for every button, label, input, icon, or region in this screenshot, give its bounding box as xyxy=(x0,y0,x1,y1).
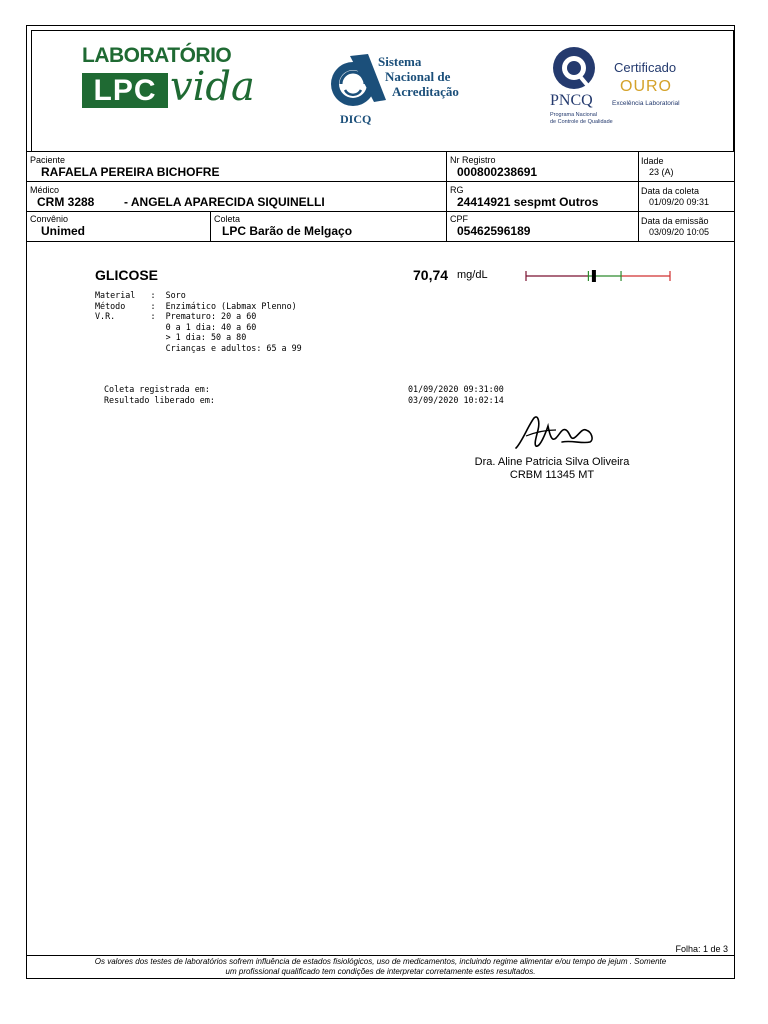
exam-unit: mg/dL xyxy=(457,269,488,281)
exam-detail-line: > 1 dia: 50 a 80 xyxy=(95,332,247,343)
cert-line2: OURO xyxy=(620,78,672,95)
exam-detail-line: V.R. : Prematuro: 20 a 60 xyxy=(95,311,257,322)
coleta-registrada-value: 01/09/2020 09:31:00 xyxy=(408,384,504,394)
signature-name: Dra. Aline Patricia Silva Oliveira xyxy=(474,456,630,468)
rg-label: RG xyxy=(450,185,464,195)
exam-detail-line: Crianças e adultos: 65 a 99 xyxy=(95,342,302,353)
signature-crbm: CRBM 11345 MT xyxy=(509,469,595,481)
idade-value: 23 (A) xyxy=(649,167,674,177)
range-value-marker xyxy=(592,270,596,282)
lab-logo-lpc: LPC xyxy=(82,73,168,108)
page-number: Folha: 1 de 3 xyxy=(675,944,728,954)
coleta-registrada-label: Coleta registrada em: xyxy=(104,384,210,394)
cpf-label: CPF xyxy=(450,214,468,224)
cert-line3: Excelência Laboratorial xyxy=(612,100,680,107)
crm-value: CRM 3288 xyxy=(37,195,95,209)
rg-value: 24414921 sespmt Outros xyxy=(457,195,599,209)
coleta-label: Coleta xyxy=(214,214,241,224)
pncq-sub2: de Controle de Qualidade xyxy=(550,119,613,125)
exam-detail-line: Método : Enzimático (Labmax Plenno) xyxy=(95,300,297,311)
dicq-line2: Nacional de xyxy=(385,69,451,84)
exam-detail-line: Material : Soro xyxy=(95,290,186,300)
registro-label: Nr Registro xyxy=(450,155,496,165)
exam-value: 70,74 xyxy=(413,267,449,283)
dicq-line3: Acreditação xyxy=(392,84,459,99)
paciente-value: RAFAELA PEREIRA BICHOFRE xyxy=(41,165,220,179)
registro-value: 000800238691 xyxy=(457,165,538,179)
footer-divider xyxy=(26,955,735,956)
data-coleta-label: Data da coleta xyxy=(641,186,700,196)
pncq-sub1: Programa Nacional xyxy=(550,112,598,118)
data-emissao-label: Data da emissão xyxy=(641,216,709,226)
cpf-value: 05462596189 xyxy=(457,224,531,238)
medico-value: - ANGELA APARECIDA SIQUINELLI xyxy=(124,195,325,209)
pncq-abbr: PNCQ xyxy=(550,92,593,109)
exam-details xyxy=(95,290,302,354)
signature-image xyxy=(512,412,602,454)
paciente-label: Paciente xyxy=(30,155,66,165)
pncq-emblem-icon xyxy=(548,46,602,92)
lab-logo-line1: LABORATÓRIO xyxy=(82,44,232,67)
idade-label: Idade xyxy=(641,156,664,166)
exam-name: GLICOSE xyxy=(95,267,159,283)
footer-disclaimer-2: um profissional qualificado tem condições de interpretar corretamente estes resultados. xyxy=(225,967,536,976)
coleta-value: LPC Barão de Melgaço xyxy=(222,224,353,238)
convenio-label: Convênio xyxy=(30,214,69,224)
medico-label: Médico xyxy=(30,185,60,195)
range-indicator xyxy=(524,269,674,283)
resultado-liberado-label: Resultado liberado em: xyxy=(104,395,215,405)
dicq-line1: Sistema xyxy=(378,54,422,69)
cert-line1: Certificado xyxy=(614,60,677,75)
dicq-logo xyxy=(328,48,468,128)
data-emissao-value: 03/09/20 10:05 xyxy=(649,227,710,237)
dicq-abbr: DICQ xyxy=(340,112,372,126)
exam-detail-line: 0 a 1 dia: 40 a 60 xyxy=(95,321,257,332)
pncq-logo xyxy=(546,46,696,132)
lab-logo xyxy=(82,44,255,120)
resultado-liberado-value: 03/09/2020 10:02:14 xyxy=(408,395,504,405)
data-coleta-value: 01/09/20 09:31 xyxy=(649,197,710,207)
lab-logo-vida: vida xyxy=(170,64,255,110)
convenio-value: Unimed xyxy=(41,224,86,238)
footer-disclaimer-1: Os valores dos testes de laboratórios sofrem influência de estados fisiológicos, uso de medicamentos, incluindo regime alimentar e/ou tempo de jejum . Somente xyxy=(94,957,667,966)
